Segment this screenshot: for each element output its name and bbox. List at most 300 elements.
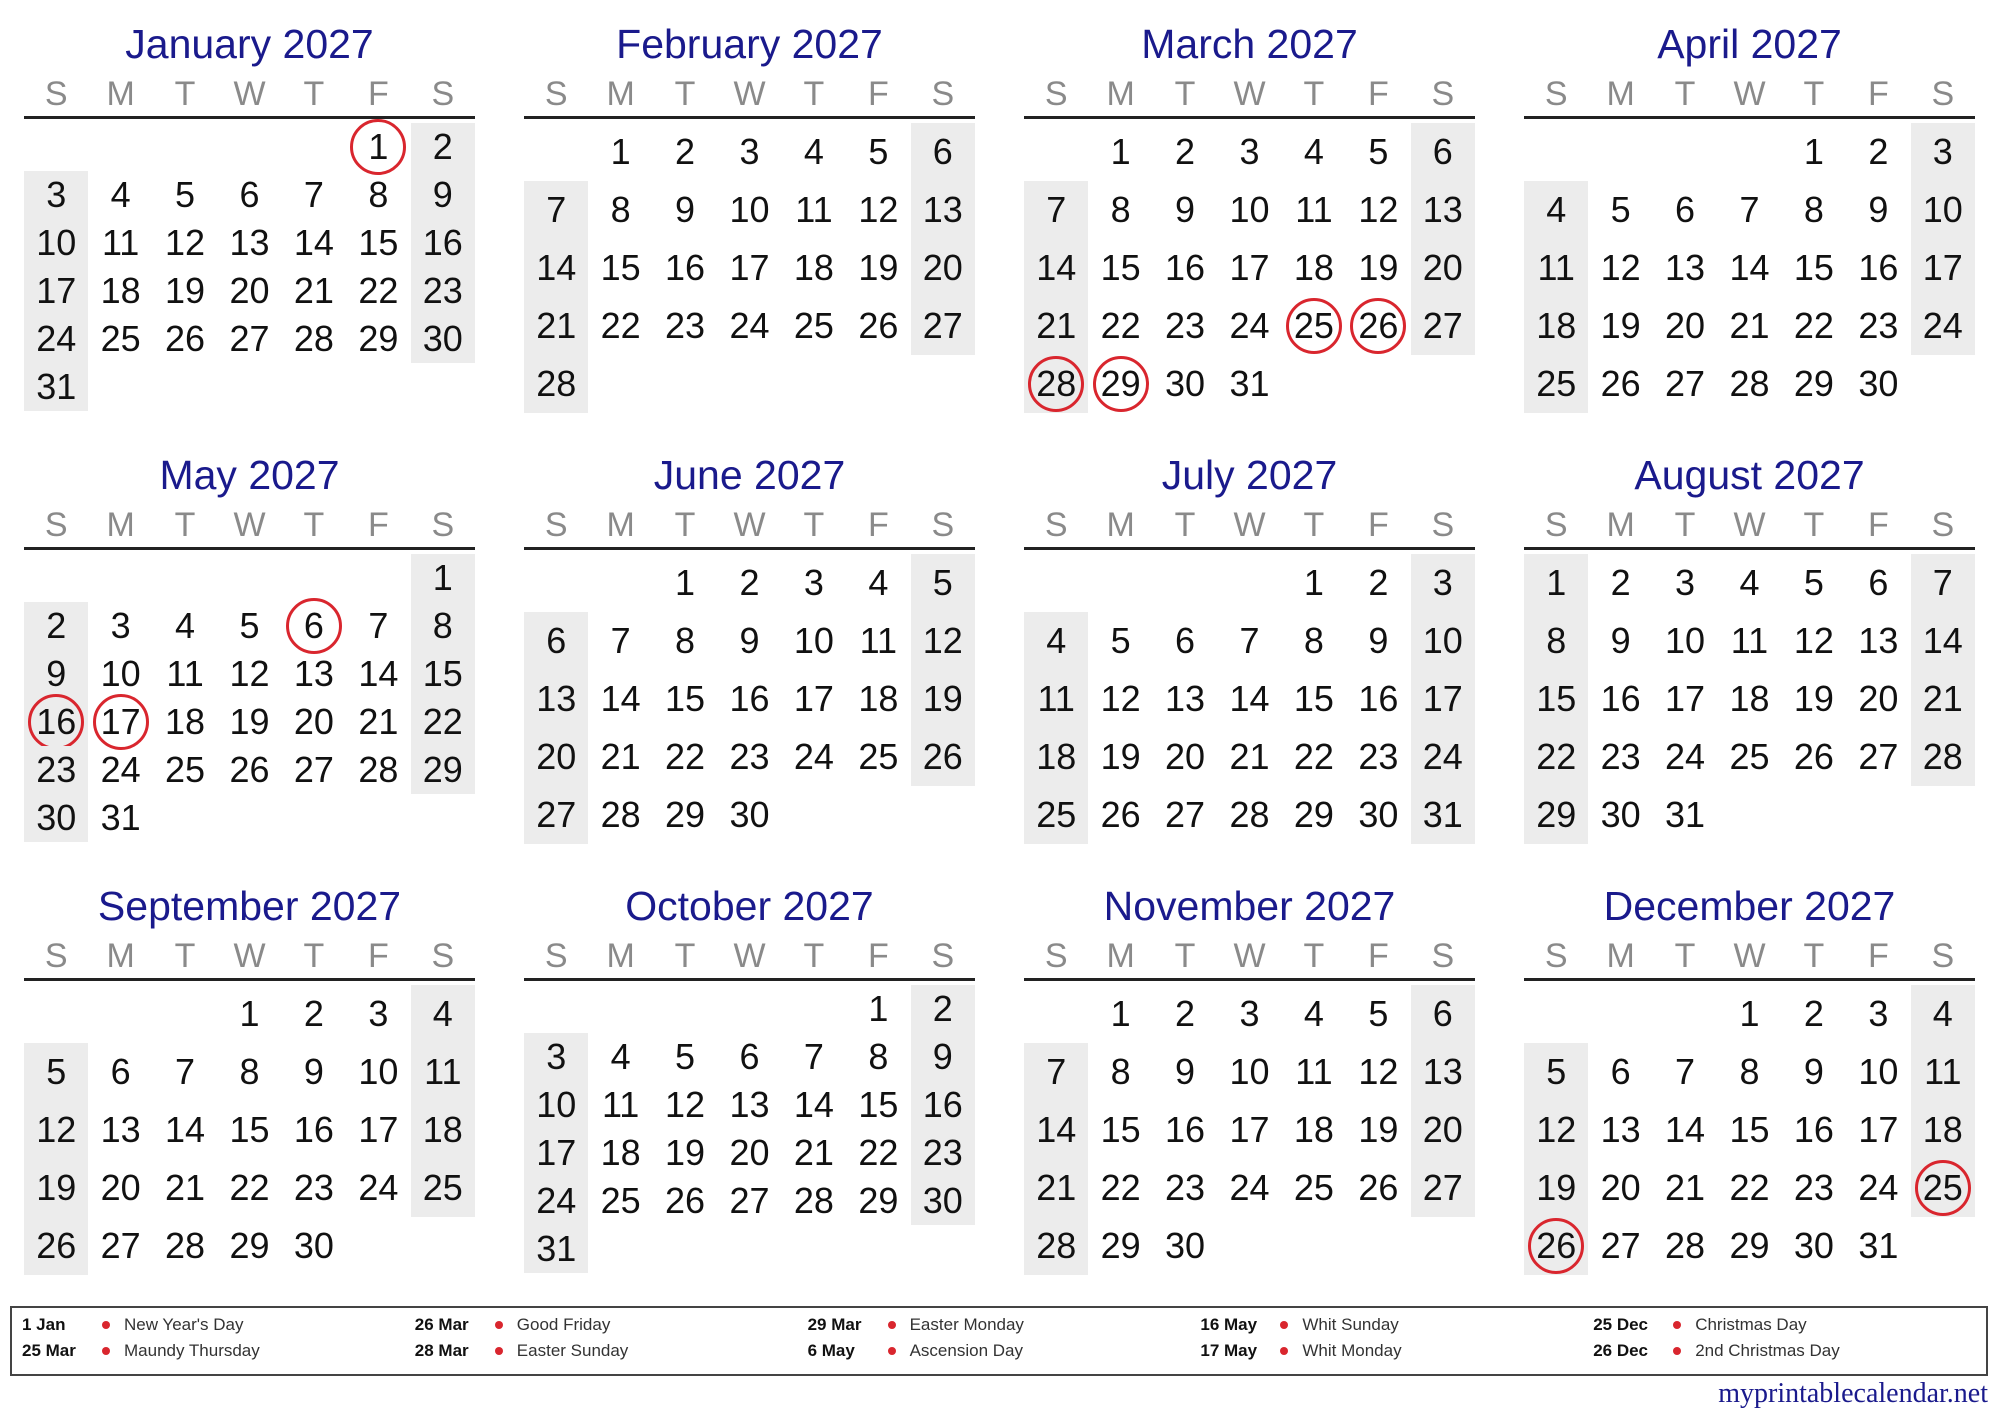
day-cell: 12 xyxy=(1100,678,1141,719)
day-cell: 29 xyxy=(358,318,399,359)
day-cell: 21 xyxy=(1024,297,1088,355)
day-cell: 2 xyxy=(1610,562,1631,603)
weekday-label: S xyxy=(1544,937,1568,975)
month-january xyxy=(24,14,475,434)
day-cell: 10 xyxy=(1411,612,1475,670)
day-cell: 30 xyxy=(1165,1225,1206,1266)
week-row xyxy=(1024,181,1475,239)
day-cell: 21 xyxy=(358,701,399,742)
day-cell: 27 xyxy=(229,318,270,359)
day-cell: 28 xyxy=(1911,728,1975,786)
day-cell: 21 xyxy=(1024,1159,1088,1217)
empty-cell xyxy=(1524,123,1588,181)
day-cell: 11 xyxy=(411,1043,475,1101)
day-cell: 1 xyxy=(411,554,475,602)
week-row xyxy=(1024,985,1475,1043)
weekday-header xyxy=(24,505,475,545)
day-cell: 15 xyxy=(411,650,475,698)
day-cell: 2 xyxy=(1803,993,1824,1034)
day-cell: 26 xyxy=(665,1180,706,1221)
day-cell: 10 xyxy=(793,620,834,661)
day-cell: 1 xyxy=(1803,131,1824,172)
calendar-grid xyxy=(24,14,1976,1296)
day-cell: 31 xyxy=(24,363,88,411)
empty-cell xyxy=(1282,355,1346,413)
day-cell: 3 xyxy=(368,993,389,1034)
holiday-day: 16 xyxy=(24,698,88,746)
day-cell: 22 xyxy=(665,736,706,777)
week-row xyxy=(1524,1159,1975,1217)
weekday-label: S xyxy=(1544,506,1568,544)
day-cell: 12 xyxy=(1600,247,1641,288)
header-divider xyxy=(1524,547,1975,550)
weekday-label: W xyxy=(1233,937,1266,975)
weekday-label: F xyxy=(867,75,889,113)
weekday-header xyxy=(1524,936,1975,976)
bullet-dot-icon xyxy=(888,1347,896,1355)
week-row xyxy=(24,794,475,842)
day-cell: 17 xyxy=(1411,670,1475,728)
empty-cell xyxy=(153,794,217,842)
day-cell: 1 xyxy=(1110,131,1131,172)
day-cell: 8 xyxy=(411,602,475,650)
day-cell: 25 xyxy=(600,1180,641,1221)
week-row xyxy=(1524,123,1975,181)
day-cell: 14 xyxy=(1665,1109,1706,1150)
day-cell: 26 xyxy=(1600,363,1641,404)
legend-column xyxy=(808,1314,1201,1374)
day-cell: 3 xyxy=(803,562,824,603)
header-divider xyxy=(1524,978,1975,981)
week-row xyxy=(1524,554,1975,612)
day-cell: 9 xyxy=(1175,189,1196,230)
empty-cell xyxy=(1717,123,1781,181)
weekday-label: W xyxy=(233,506,266,544)
day-grid xyxy=(1024,123,1475,413)
day-cell: 30 xyxy=(24,794,88,842)
empty-cell xyxy=(1024,985,1088,1043)
day-cell: 16 xyxy=(729,678,770,719)
empty-cell xyxy=(346,363,410,411)
empty-cell xyxy=(1217,554,1281,612)
day-cell: 5 xyxy=(1368,993,1389,1034)
day-cell: 27 xyxy=(293,749,334,790)
week-row xyxy=(1024,1101,1475,1159)
day-cell: 5 xyxy=(1803,562,1824,603)
day-cell: 1 xyxy=(1524,554,1588,612)
day-cell: 24 xyxy=(1911,297,1975,355)
day-cell: 9 xyxy=(1610,620,1631,661)
day-cell: 10 xyxy=(1229,189,1270,230)
day-cell: 1 xyxy=(1110,993,1131,1034)
empty-cell xyxy=(88,363,152,411)
empty-cell xyxy=(88,985,152,1043)
weekday-label: S xyxy=(1044,75,1068,113)
legend-date: 1 Jan xyxy=(22,1315,66,1334)
day-cell: 30 xyxy=(1600,794,1641,835)
day-cell: 22 xyxy=(1100,305,1141,346)
weekday-label: S xyxy=(1544,75,1568,113)
day-cell: 11 xyxy=(1295,189,1333,230)
day-cell: 27 xyxy=(1858,736,1899,777)
weekday-label: S xyxy=(431,75,455,113)
day-cell: 13 xyxy=(1411,1043,1475,1101)
day-cell: 19 xyxy=(229,701,270,742)
empty-cell xyxy=(1911,355,1975,413)
day-cell: 24 xyxy=(729,305,770,346)
day-cell: 10 xyxy=(1911,181,1975,239)
day-cell: 27 xyxy=(1665,363,1706,404)
day-cell: 24 xyxy=(1229,1167,1270,1208)
day-cell: 4 xyxy=(175,605,196,646)
day-cell: 18 xyxy=(1911,1101,1975,1159)
day-cell: 17 xyxy=(729,247,770,288)
day-cell: 11 xyxy=(859,620,898,661)
empty-cell xyxy=(217,123,281,171)
day-cell: 22 xyxy=(1100,1167,1141,1208)
week-row xyxy=(24,315,475,363)
weekday-label: W xyxy=(233,937,266,975)
day-cell: 26 xyxy=(165,318,206,359)
week-row xyxy=(1524,985,1975,1043)
week-row xyxy=(1024,554,1475,612)
day-cell: 7 xyxy=(1239,620,1260,661)
weekday-label: M xyxy=(1106,937,1135,975)
holiday-day: 17 xyxy=(88,698,152,746)
day-cell: 12 xyxy=(24,1101,88,1159)
week-row xyxy=(24,219,475,267)
empty-cell xyxy=(411,363,475,411)
day-cell: 31 xyxy=(100,797,141,838)
day-cell: 21 xyxy=(524,297,588,355)
day-cell: 28 xyxy=(358,749,399,790)
empty-cell xyxy=(1346,355,1410,413)
weekday-label: F xyxy=(367,506,389,544)
weekday-label: S xyxy=(1044,506,1068,544)
week-row xyxy=(524,786,975,844)
day-cell: 19 xyxy=(858,247,899,288)
weekday-label: S xyxy=(931,506,955,544)
day-cell: 31 xyxy=(1665,794,1706,835)
legend-item xyxy=(415,1314,808,1336)
bullet-dot-icon xyxy=(888,1321,896,1329)
day-cell: 5 xyxy=(1610,189,1631,230)
day-cell: 25 xyxy=(165,749,206,790)
weekday-label: S xyxy=(431,937,455,975)
weekday-label: S xyxy=(931,937,955,975)
empty-cell xyxy=(846,786,910,844)
weekday-label: T xyxy=(1674,937,1696,975)
weekday-label: S xyxy=(931,75,955,113)
day-cell: 8 xyxy=(1303,620,1324,661)
day-cell: 15 xyxy=(229,1109,270,1150)
day-cell: 10 xyxy=(729,189,770,230)
day-cell: 1 xyxy=(610,131,631,172)
day-cell: 15 xyxy=(665,678,706,719)
day-cell: 11 xyxy=(1295,1051,1333,1092)
day-cell: 6 xyxy=(1411,985,1475,1043)
day-cell: 9 xyxy=(1175,1051,1196,1092)
day-cell: 17 xyxy=(358,1109,399,1150)
weekday-label: T xyxy=(803,937,825,975)
day-cell: 3 xyxy=(1411,554,1475,612)
empty-cell xyxy=(1217,1217,1281,1275)
weekday-header xyxy=(524,74,975,114)
weekday-label: T xyxy=(1303,506,1325,544)
day-cell: 21 xyxy=(165,1167,206,1208)
weekday-label: M xyxy=(606,75,635,113)
day-cell: 22 xyxy=(1793,305,1834,346)
day-cell: 13 xyxy=(911,181,975,239)
legend-date: 6 May xyxy=(807,1341,855,1360)
weekday-label: W xyxy=(1233,506,1266,544)
day-cell: 18 xyxy=(411,1101,475,1159)
weekday-label: M xyxy=(1606,506,1635,544)
day-cell: 8 xyxy=(675,620,696,661)
legend-item xyxy=(22,1314,415,1336)
legend-column xyxy=(22,1314,415,1374)
day-cell: 9 xyxy=(739,620,760,661)
day-cell: 25 xyxy=(1293,1167,1334,1208)
day-cell: 18 xyxy=(1024,728,1088,786)
header-divider xyxy=(24,978,475,981)
day-cell: 24 xyxy=(100,749,141,790)
legend-date: 26 Dec xyxy=(1593,1341,1649,1360)
day-cell: 13 xyxy=(1858,620,1899,661)
day-cell: 25 xyxy=(100,318,141,359)
day-cell: 12 xyxy=(858,189,899,230)
day-cell: 7 xyxy=(610,620,631,661)
day-cell: 19 xyxy=(24,1159,88,1217)
day-grid xyxy=(24,985,475,1275)
legend-holiday-name: Whit Monday xyxy=(1302,1341,1402,1360)
day-cell: 3 xyxy=(110,605,131,646)
day-cell: 11 xyxy=(601,1084,640,1125)
day-grid xyxy=(1524,554,1975,844)
day-cell: 13 xyxy=(1600,1109,1641,1150)
empty-cell xyxy=(1024,123,1088,181)
weekday-label: S xyxy=(544,75,568,113)
bullet-dot-icon xyxy=(1673,1347,1681,1355)
empty-cell xyxy=(1846,786,1910,844)
day-cell: 15 xyxy=(1100,1109,1141,1150)
month-title: February 2027 xyxy=(616,21,883,67)
empty-cell xyxy=(153,123,217,171)
weekday-label: T xyxy=(303,75,325,113)
empty-cell xyxy=(346,794,410,842)
month-september xyxy=(24,876,475,1296)
weekday-label: M xyxy=(606,506,635,544)
empty-cell xyxy=(717,985,781,1033)
month-title: January 2027 xyxy=(125,21,374,67)
week-row xyxy=(24,985,475,1043)
month-title: September 2027 xyxy=(97,883,402,929)
day-grid xyxy=(524,985,975,1273)
day-cell: 6 xyxy=(739,1036,760,1077)
day-cell: 2 xyxy=(411,123,475,171)
weekday-label: T xyxy=(1803,937,1825,975)
day-cell: 19 xyxy=(665,1132,706,1173)
day-cell: 14 xyxy=(1024,1101,1088,1159)
day-cell: 11 xyxy=(166,653,204,694)
weekday-label: W xyxy=(233,75,266,113)
day-cell: 25 xyxy=(858,736,899,777)
day-cell: 23 xyxy=(911,1129,975,1177)
day-cell: 20 xyxy=(729,1132,770,1173)
day-cell: 30 xyxy=(729,794,770,835)
bullet-dot-icon xyxy=(102,1347,110,1355)
day-cell: 22 xyxy=(229,1167,270,1208)
day-cell: 20 xyxy=(1411,239,1475,297)
day-cell: 29 xyxy=(411,746,475,794)
day-cell: 13 xyxy=(1411,181,1475,239)
day-cell: 27 xyxy=(911,297,975,355)
week-row xyxy=(524,297,975,355)
day-cell: 14 xyxy=(1729,247,1770,288)
weekday-label: M xyxy=(1106,506,1135,544)
day-cell: 30 xyxy=(1793,1225,1834,1266)
weekday-label: T xyxy=(1674,75,1696,113)
day-cell: 11 xyxy=(1524,239,1588,297)
day-cell: 8 xyxy=(1524,612,1588,670)
day-cell: 17 xyxy=(1911,239,1975,297)
day-cell: 20 xyxy=(100,1167,141,1208)
week-row xyxy=(524,1033,975,1081)
day-cell: 21 xyxy=(293,270,334,311)
day-cell: 7 xyxy=(368,605,389,646)
day-cell: 26 xyxy=(911,728,975,786)
day-cell: 16 xyxy=(411,219,475,267)
weekday-label: M xyxy=(606,937,635,975)
bullet-dot-icon xyxy=(102,1321,110,1329)
legend-item xyxy=(1593,1340,1986,1362)
day-cell: 5 xyxy=(175,174,196,215)
week-row xyxy=(1524,786,1975,844)
empty-cell xyxy=(153,554,217,602)
week-row xyxy=(1024,123,1475,181)
week-row xyxy=(1024,670,1475,728)
day-cell: 17 xyxy=(1229,1109,1270,1150)
day-cell: 20 xyxy=(293,701,334,742)
empty-cell xyxy=(1524,985,1588,1043)
legend-holiday-name: Maundy Thursday xyxy=(124,1341,260,1360)
day-cell: 14 xyxy=(793,1084,834,1125)
day-cell: 26 xyxy=(1100,794,1141,835)
day-cell: 21 xyxy=(793,1132,834,1173)
month-title: December 2027 xyxy=(1603,883,1896,929)
weekday-header xyxy=(1524,505,1975,545)
week-row xyxy=(24,1159,475,1217)
week-row xyxy=(24,363,475,411)
week-row xyxy=(524,1225,975,1273)
header-divider xyxy=(1024,547,1475,550)
month-title: May 2027 xyxy=(159,452,340,498)
legend-holiday-name: Whit Sunday xyxy=(1302,1315,1399,1334)
day-cell: 19 xyxy=(1600,305,1641,346)
day-cell: 26 xyxy=(229,749,270,790)
weekday-label: S xyxy=(1044,937,1068,975)
day-cell: 7 xyxy=(524,181,588,239)
day-cell: 17 xyxy=(1858,1109,1899,1150)
day-cell: 27 xyxy=(1165,794,1206,835)
day-cell: 4 xyxy=(1303,131,1324,172)
day-cell: 11 xyxy=(101,222,140,263)
day-cell: 13 xyxy=(524,670,588,728)
day-cell: 30 xyxy=(411,315,475,363)
week-row xyxy=(24,554,475,602)
day-cell: 29 xyxy=(1293,794,1334,835)
weekday-label: S xyxy=(1931,937,1955,975)
empty-cell xyxy=(282,363,346,411)
empty-cell xyxy=(153,363,217,411)
month-march xyxy=(1024,14,1475,434)
week-row xyxy=(1024,728,1475,786)
day-cell: 29 xyxy=(1793,363,1834,404)
weekday-label: S xyxy=(544,937,568,975)
day-cell: 3 xyxy=(1239,993,1260,1034)
day-cell: 31 xyxy=(1229,363,1270,404)
day-cell: 12 xyxy=(1793,620,1834,661)
day-cell: 16 xyxy=(1165,247,1206,288)
day-grid xyxy=(24,554,475,842)
day-cell: 3 xyxy=(1675,562,1696,603)
day-grid xyxy=(524,554,975,844)
day-cell: 22 xyxy=(1293,736,1334,777)
day-cell: 15 xyxy=(1100,247,1141,288)
day-cell: 5 xyxy=(1524,1043,1588,1101)
day-cell: 19 xyxy=(165,270,206,311)
day-cell: 1 xyxy=(1303,562,1324,603)
legend-column xyxy=(1593,1314,1986,1374)
empty-cell xyxy=(911,355,975,413)
weekday-header xyxy=(1024,936,1475,976)
week-row xyxy=(24,1101,475,1159)
empty-cell xyxy=(782,786,846,844)
weekday-label: W xyxy=(733,75,766,113)
legend-item xyxy=(1200,1340,1593,1362)
day-cell: 9 xyxy=(911,1033,975,1081)
day-cell: 20 xyxy=(1600,1167,1641,1208)
week-row xyxy=(1524,670,1975,728)
weekday-label: F xyxy=(1867,506,1889,544)
empty-cell xyxy=(588,1225,652,1273)
day-grid xyxy=(1024,554,1475,844)
weekday-header xyxy=(1024,74,1475,114)
day-cell: 10 xyxy=(24,219,88,267)
day-cell: 13 xyxy=(229,222,270,263)
day-cell: 22 xyxy=(1524,728,1588,786)
empty-cell xyxy=(588,355,652,413)
site-credit[interactable]: myprintablecalendar.net xyxy=(1718,1378,1988,1409)
holiday-day: 6 xyxy=(282,602,346,650)
day-cell: 5 xyxy=(675,1036,696,1077)
day-cell: 12 xyxy=(1358,1051,1399,1092)
day-cell: 16 xyxy=(665,247,706,288)
empty-cell xyxy=(846,355,910,413)
week-row xyxy=(1024,355,1475,413)
day-cell: 7 xyxy=(1024,181,1088,239)
weekday-label: S xyxy=(431,506,455,544)
empty-cell xyxy=(217,794,281,842)
day-cell: 27 xyxy=(1600,1225,1641,1266)
day-cell: 17 xyxy=(24,267,88,315)
day-cell: 19 xyxy=(1793,678,1834,719)
empty-cell xyxy=(217,554,281,602)
day-cell: 21 xyxy=(1229,736,1270,777)
day-cell: 24 xyxy=(1411,728,1475,786)
day-cell: 17 xyxy=(1229,247,1270,288)
day-cell: 4 xyxy=(1024,612,1088,670)
